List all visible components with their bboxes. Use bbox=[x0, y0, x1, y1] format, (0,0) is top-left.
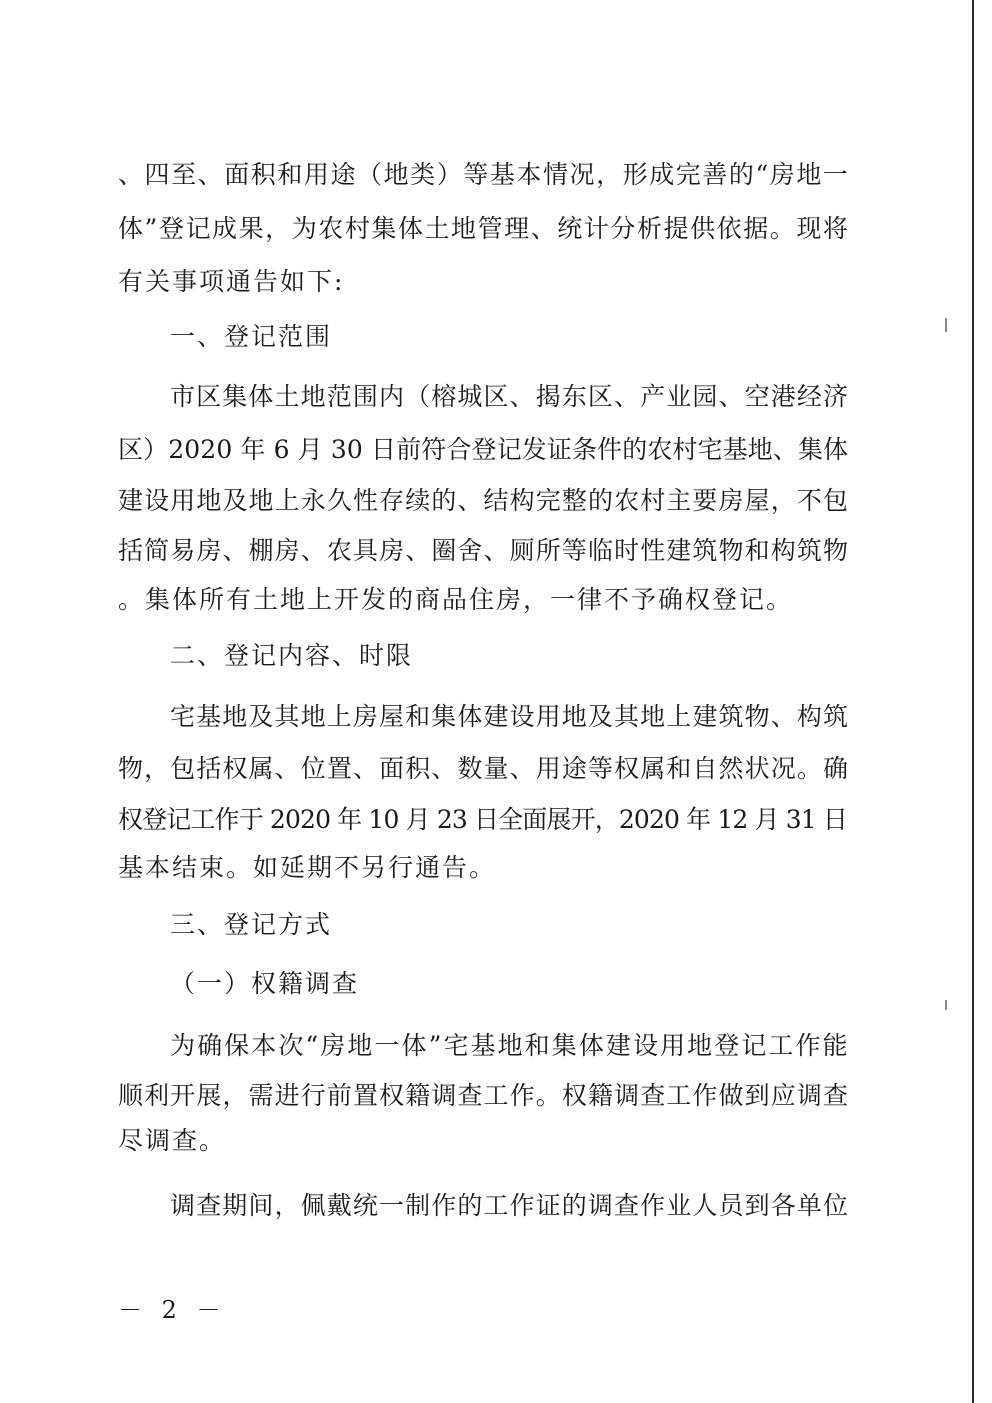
text-line: 物，包括权属、位置、面积、数量、用途等权属和自然状况。确 bbox=[118, 754, 850, 783]
text-line: 体”登记成果，为农村集体土地管理、统计分析提供依据。现将 bbox=[118, 214, 850, 243]
text-line: 为确保本次“房地一体”宅基地和集体建设用地登记工作能 bbox=[170, 1031, 850, 1060]
text-line: 括简易房、棚房、农具房、圈舍、厕所等临时性建筑物和构筑物 bbox=[118, 536, 850, 565]
section-heading: 三、登记方式 bbox=[170, 910, 333, 939]
text-line: 顺利开展，需进行前置权籍调查工作。权籍调查工作做到应调查 bbox=[118, 1081, 850, 1110]
text-line: 区）2020 年 6 月 30 日前符合登记发证条件的农村宅基地、集体 bbox=[118, 435, 849, 464]
text-line: 建设用地及地上永久性存续的、结构完整的农村主要房屋，不包 bbox=[118, 486, 850, 515]
text-line: 有关事项通告如下: bbox=[118, 267, 345, 296]
text-line: 、四至、面积和用途（地类）等基本情况，形成完善的“房地一 bbox=[118, 160, 850, 189]
page-number: － 2 － bbox=[118, 1296, 227, 1324]
scan-mark bbox=[945, 1000, 947, 1010]
page-edge-line bbox=[972, 0, 974, 1403]
scan-mark bbox=[945, 318, 947, 332]
section-heading: 二、登记内容、时限 bbox=[170, 641, 414, 670]
section-heading: 一、登记范围 bbox=[170, 322, 333, 351]
text-line: 宅基地及其地上房屋和集体建设用地及其地上建筑物、构筑 bbox=[170, 702, 850, 731]
text-line: 基本结束。如延期不另行通告。 bbox=[118, 853, 497, 882]
text-line: 权登记工作于 2020 年 10 月 23 日全面展开，2020 年 12 月 31 日 bbox=[118, 805, 848, 834]
text-line: 市区集体土地范围内（榕城区、揭东区、产业园、空港经济 bbox=[170, 382, 850, 411]
text-line: 调查期间，佩戴统一制作的工作证的调查作业人员到各单位 bbox=[170, 1191, 850, 1220]
subsection-heading: （一）权籍调查 bbox=[170, 969, 360, 998]
text-line: 。集体所有土地上开发的商品住房，一律不予确权登记。 bbox=[118, 585, 794, 614]
text-line: 尽调查。 bbox=[118, 1126, 227, 1155]
